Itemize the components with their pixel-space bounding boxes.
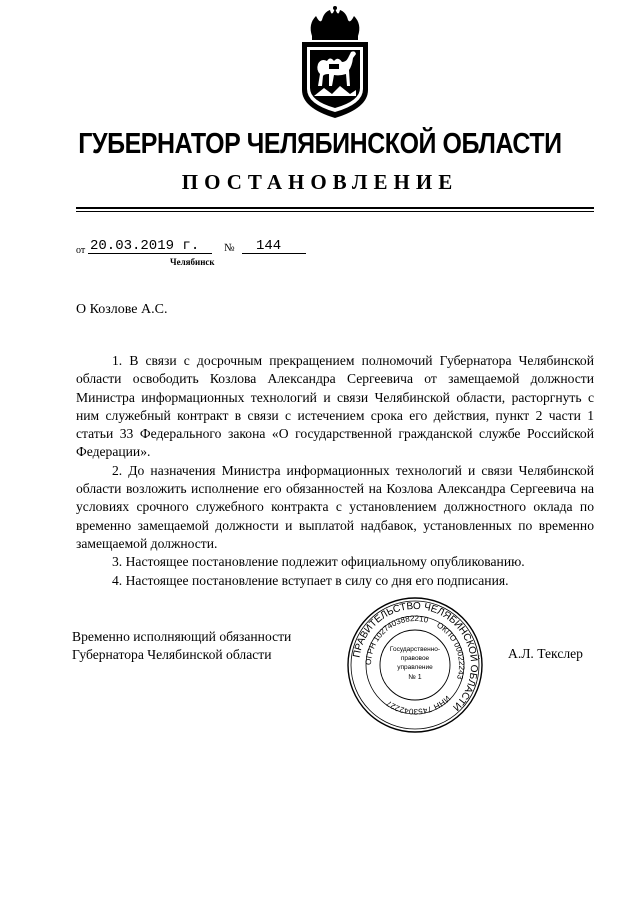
stamp-inner-line-1: Государственно- [389,646,441,653]
paragraph-2: 2. До назначения Министра информационных технологий и связи Челябинской области возложить исполнение его обязанностей на Козлова Александра Сергеевича на условиях срочного служебного контракта с установлением должностного оклада по временно замещаемой должности и выплатой надбавок, установленных по временно замещаемой должности. [76,462,594,551]
stamp-outer-text: ПРАВИТЕЛЬСТВО ЧЕЛЯБИНСКОЙ ОБЛАСТИ [351,600,480,713]
date-label: от [76,245,86,256]
stamp-inner-line-4: № 1 [408,674,422,681]
stamp-inner-line-2: правовое [400,655,430,662]
document-number: 144 [242,238,306,254]
document-body [76,352,594,590]
stamp-inner-line-3: управление [397,664,433,671]
signer-position [72,628,342,665]
paragraph-1: 1. В связи с досрочным прекращением полномочий Губернатора Челябинской области освободить Козлова Александра Сергеевича от замещаемой должности Министра информационных технологий и связи Челябинской области, расторгнуть с ним служебный контракт в связи с истечением срока его действия, пункт 2 части 1 статьи 33 Федерального закона «О государственной гражданской службе Российской Федерации». [76,353,594,460]
document-type: ПОСТАНОВЛЕНИЕ [181,170,459,194]
number-label: № [224,242,235,254]
document-date: 20.03.2019 г. [88,238,212,254]
signer-position-line-2: Губернатора Челябинской области [72,647,272,663]
header-rule-thick [76,207,594,209]
signer-name: А.Л. Текслер [508,646,583,661]
coat-of-arms-icon [294,6,376,120]
stamp-inn-text: ИНН 7453042227 [384,693,452,717]
svg-text:ИНН 7453042227 [384,694,452,716]
stamp-ogrn-text: ОГРН 1027403882210 [363,613,430,666]
issuer-title: ГУБЕРНАТОР ЧЕЛЯБИНСКОЙ ОБЛАСТИ [78,128,562,160]
paragraph-4: 4. Настоящее постановление вступает в силу со дня его подписания. [112,572,509,588]
paragraph-3: 3. Настоящее постановление подлежит официальному опубликованию. [112,554,525,570]
document-subject: О Козлове А.С. [76,302,168,317]
stamp-okpo-text: ОКПО 00022243 [435,620,467,681]
signer-position-line-1: Временно исполняющий обязанности [72,629,292,644]
header-rule-thin [76,211,594,212]
document-city: Челябинск [170,257,215,267]
official-seal-stamp [346,596,484,734]
